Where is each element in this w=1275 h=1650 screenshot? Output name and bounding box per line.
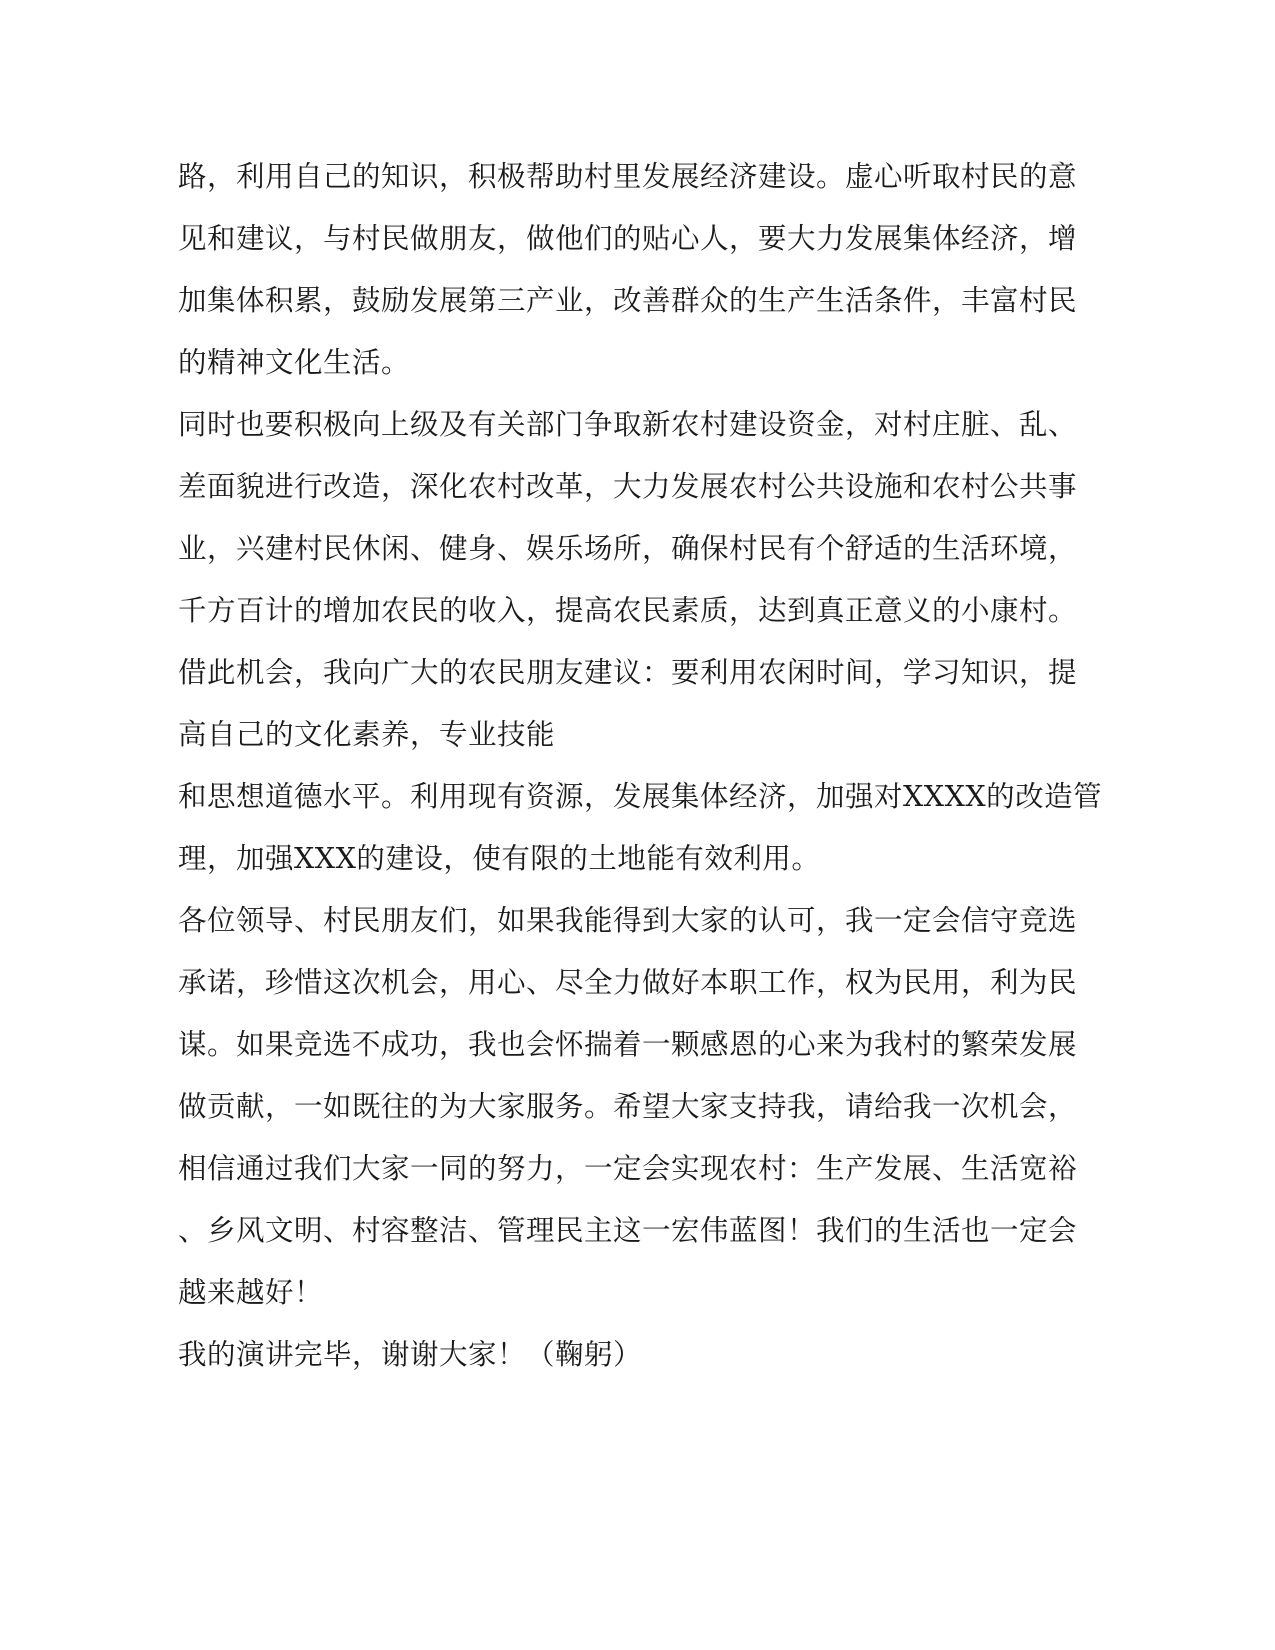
text-line: 我的演讲完毕，谢谢大家！（鞠躬） — [178, 1338, 643, 1371]
text-line: 、乡风文明、村容整洁、管理民主这一宏伟蓝图！我们的生活也一定会 — [178, 1214, 1078, 1247]
text-line: 和思想道德水平。利用现有资源，发展集体经济，加强对XXXX的改造管 — [178, 780, 1103, 813]
text-line: 借此机会，我向广大的农民朋友建议：要利用农闲时间，学习知识，提 — [178, 656, 1078, 689]
text-line: 理，加强XXX的建设，使有限的土地能有效利用。 — [178, 842, 821, 875]
text-line: 越来越好！ — [178, 1276, 324, 1309]
text-line: 做贡献，一如既往的为大家服务。希望大家支持我，请给我一次机会， — [178, 1090, 1078, 1123]
text-line: 加集体积累，鼓励发展第三产业，改善群众的生产生活条件，丰富村民 — [178, 284, 1078, 317]
text-line: 各位领导、村民朋友们，如果我能得到大家的认可，我一定会信守竞选 — [178, 904, 1078, 937]
text-line: 承诺，珍惜这次机会，用心、尽全力做好本职工作，权为民用，利为民 — [178, 966, 1078, 999]
text-line: 相信通过我们大家一同的努力，一定会实现农村：生产发展、生活宽裕 — [178, 1152, 1078, 1185]
text-line: 差面貌进行改造，深化农村改革，大力发展农村公共设施和农村公共事 — [178, 470, 1078, 503]
text-line: 谋。如果竞选不成功，我也会怀揣着一颗感恩的心来为我村的繁荣发展 — [178, 1028, 1078, 1061]
text-line: 千方百计的增加农民的收入，提高农民素质，达到真正意义的小康村。 — [178, 594, 1078, 627]
document-page — [178, 146, 1218, 1386]
text-line: 的精神文化生活。 — [178, 346, 411, 379]
text-line: 同时也要积极向上级及有关部门争取新农村建设资金，对村庄脏、乱、 — [178, 408, 1078, 441]
text-line: 路，利用自己的知识，积极帮助村里发展经济建设。虚心听取村民的意 — [178, 160, 1078, 193]
text-line: 见和建议，与村民做朋友，做他们的贴心人，要大力发展集体经济，增 — [178, 222, 1078, 255]
text-line: 高自己的文化素养，专业技能 — [178, 718, 556, 751]
text-line: 业，兴建村民休闲、健身、娱乐场所，确保村民有个舒适的生活环境， — [178, 532, 1078, 565]
